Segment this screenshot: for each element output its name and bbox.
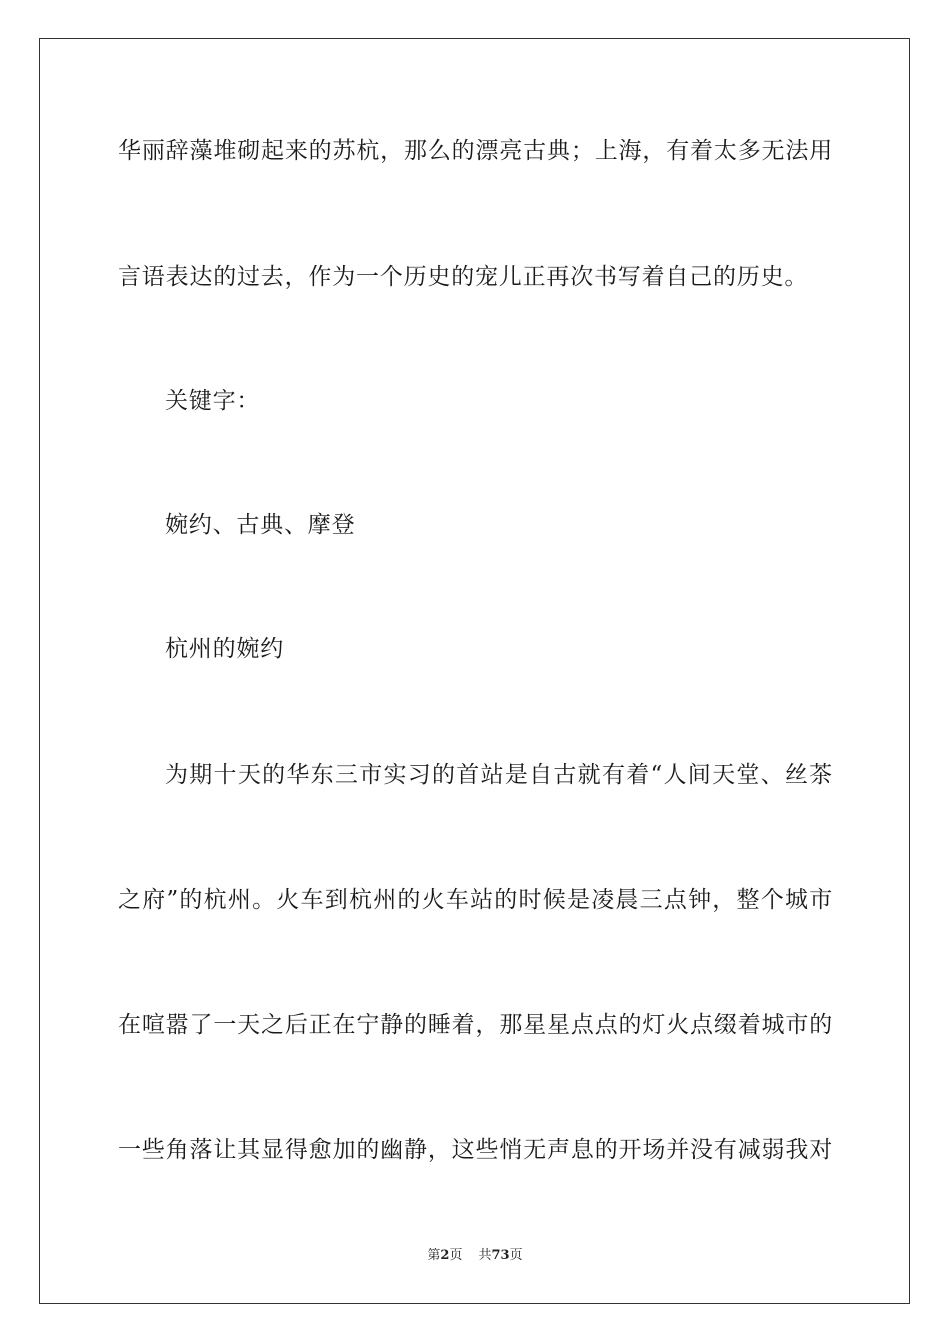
page-footer	[0, 1248, 950, 1264]
body-text-line: 为期十天的华东三市实习的首站是自古就有着“人间天堂、丝茶	[165, 762, 833, 788]
total-label-suffix: 页	[509, 1248, 523, 1263]
total-pages: 73	[491, 1248, 510, 1263]
body-text-line: 在喧嚣了一天之后正在宁静的睡着，那星星点点的灯火点缀着城市的	[118, 1012, 833, 1038]
page-label-prefix: 第	[427, 1248, 441, 1263]
body-text-line: 言语表达的过去，作为一个历史的宠儿正再次书写着自己的历史。	[118, 264, 809, 290]
page-number: 2	[440, 1248, 450, 1263]
keywords-list: 婉约、古典、摩登	[165, 512, 356, 538]
section-heading: 杭州的婉约	[165, 636, 284, 662]
body-text-line: 之府”的杭州。火车到杭州的火车站的时候是凌晨三点钟，整个城市	[118, 887, 833, 913]
body-text-line: 一些角落让其显得愈加的幽静，这些悄无声息的开场并没有减弱我对	[118, 1137, 833, 1163]
keywords-heading: 关键字：	[165, 388, 261, 414]
body-text-line: 华丽辞藻堆砌起来的苏杭，那么的漂亮古典；上海，有着太多无法用	[118, 138, 833, 164]
total-label-prefix: 共	[478, 1248, 492, 1263]
page-label-suffix: 页	[449, 1248, 463, 1263]
page-border	[39, 38, 910, 1304]
